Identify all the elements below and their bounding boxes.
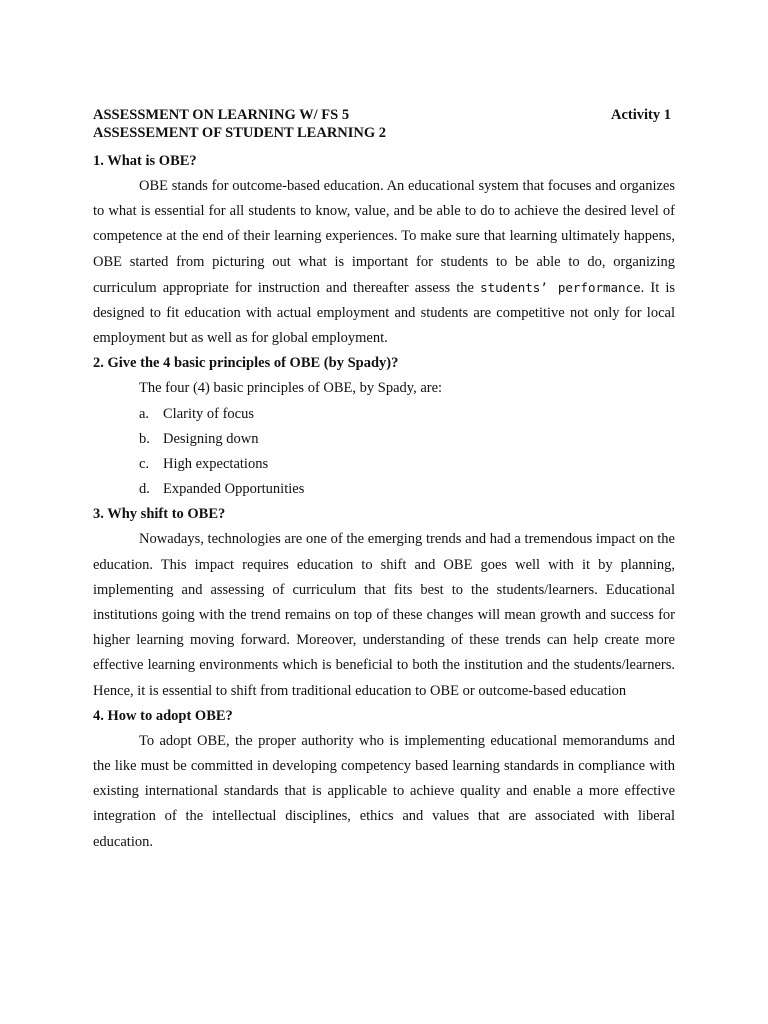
- list-item: [139, 427, 675, 452]
- list-item-text: Designing down: [163, 430, 259, 447]
- list-item-text: High expectations: [163, 456, 269, 473]
- list-item: [139, 452, 675, 477]
- answer-3-paragraph: Nowadays, technologies are one of the emerging trends and had a tremendous impact on the education. This impact requires education to shift and OBE goes well with it by planning, implementing and assessing of curriculum that fits best to the students/learners. Educational institutions going with the trend remains on top of these changes will mean growth and success for higher learning moving forward. Moreover, understanding of these trends can help create more effective learning environments which is beneficial to both the institution and the students/learners. Hence, it is essential to shift from traditional education to OBE or outcome-based education: [93, 531, 675, 699]
- document-page: [93, 106, 675, 855]
- principles-list: [93, 402, 675, 503]
- document-subtitle: ASSESSEMENT OF STUDENT LEARNING 2: [93, 125, 387, 141]
- answer-4-paragraph: To adopt OBE, the proper authority who is implementing educational memorandums and the like must be committed in developing competency based learning standards in compliance with existing international standards that is applicable to achieve quality and enable a more effective integration of the intellectual disciplines, ethics and values that are associated with liberal education.: [93, 732, 675, 850]
- question-2: 2. Give the 4 basic principles of OBE (by Spady)?: [93, 355, 399, 372]
- list-item: [139, 477, 675, 502]
- list-marker: d.: [139, 481, 150, 498]
- list-item-text: Expanded Opportunities: [163, 481, 305, 498]
- question-1: 1. What is OBE?: [93, 153, 197, 169]
- course-title: ASSESSMENT ON LEARNING W/ FS 5: [93, 107, 350, 123]
- activity-label: Activity 1: [611, 107, 671, 123]
- list-marker: a.: [139, 405, 150, 422]
- list-marker: b.: [139, 430, 150, 447]
- answer-2-intro: The four (4) basic principles of OBE, by Spady, are:: [139, 380, 443, 397]
- answer-1-part-2: students’ performance: [480, 279, 641, 295]
- list-marker: c.: [139, 456, 150, 473]
- document-header: [93, 106, 675, 124]
- answer-1-paragraph: [93, 174, 675, 351]
- answer-1-part-3: . It is designed to fit education with actual employment and students are competitive not only for local employment but as well as for global employment.: [93, 279, 676, 347]
- list-item: [139, 402, 675, 427]
- question-4: 4. How to adopt OBE?: [93, 707, 233, 724]
- answer-1-part-1: OBE stands for outcome-based education. An educational system that focuses and organizes to what is essential for all students to know, value, and be able to do to achieve the desired level of competence at the end of their learning experiences. To make sure that learning ultimately happens, OBE started from picturing out what is important for students to be able to do, organizing curriculum appropriate for instruction and thereafter assess the: [93, 178, 675, 296]
- question-3: 3. Why shift to OBE?: [93, 506, 226, 523]
- list-item-text: Clarity of focus: [163, 405, 255, 422]
